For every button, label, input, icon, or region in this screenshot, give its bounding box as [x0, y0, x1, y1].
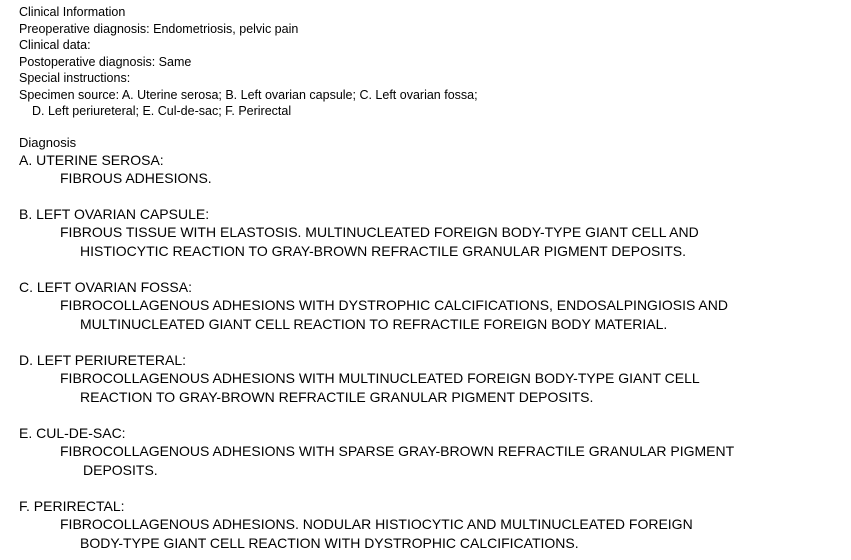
diagnosis-line: FIBROCOLLAGENOUS ADHESIONS WITH SPARSE GRAY-BROWN REFRACTILE GRANULAR PIGMENT	[60, 443, 735, 459]
specimen-source: Specimen source: A. Uterine serosa; B. Left ovarian capsule; C. Left ovarian fossa;	[19, 87, 478, 102]
diagnosis-item-title: C. LEFT OVARIAN FOSSA:	[19, 279, 192, 295]
diagnosis-item-a	[19, 151, 851, 188]
postoperative-diagnosis: Postoperative diagnosis: Same	[19, 54, 192, 69]
diagnosis-section	[19, 134, 851, 553]
diagnosis-line: DEPOSITS.	[83, 461, 158, 478]
diagnosis-line: FIBROCOLLAGENOUS ADHESIONS WITH DYSTROPHIC CALCIFICATIONS, ENDOSALPINGIOSIS AND	[60, 297, 728, 313]
diagnosis-item-text	[19, 223, 851, 260]
diagnosis-line: REACTION TO GRAY-BROWN REFRACTILE GRANULAR PIGMENT DEPOSITS.	[80, 388, 594, 405]
preoperative-diagnosis: Preoperative diagnosis: Endometriosis, pelvic pain	[19, 21, 299, 36]
diagnosis-item-d	[19, 351, 851, 406]
clinical-information-section	[19, 4, 851, 120]
diagnosis-item-text	[19, 515, 851, 552]
diagnosis-item-title: A. UTERINE SEROSA:	[19, 151, 164, 168]
diagnosis-item-title: B. LEFT OVARIAN CAPSULE:	[19, 206, 210, 222]
diagnosis-item-b	[19, 205, 851, 260]
specimen-source-continued: D. Left periureteral; E. Cul-de-sac; F. Perirectal	[32, 104, 292, 118]
diagnosis-line: FIBROCOLLAGENOUS ADHESIONS. NODULAR HISTIOCYTIC AND MULTINUCLEATED FOREIGN	[60, 516, 693, 532]
diagnosis-line: BODY-TYPE GIANT CELL REACTION WITH DYSTROPHIC CALCIFICATIONS.	[80, 534, 579, 551]
diagnosis-item-f	[19, 497, 851, 552]
diagnosis-item-c	[19, 278, 851, 333]
clinical-data: Clinical data:	[19, 38, 91, 52]
diagnosis-item-title: F. PERIRECTAL:	[19, 498, 125, 514]
diagnosis-item-text	[19, 442, 851, 479]
diagnosis-item-title: E. CUL-DE-SAC:	[19, 425, 126, 441]
diagnosis-heading: Diagnosis	[19, 134, 77, 150]
diagnosis-item-text	[19, 369, 851, 406]
diagnosis-line: HISTIOCYTIC REACTION TO GRAY-BROWN REFRACTILE GRANULAR PIGMENT DEPOSITS.	[80, 242, 686, 259]
clinical-info-heading: Clinical Information	[19, 5, 126, 19]
special-instructions: Special instructions:	[19, 71, 131, 85]
diagnosis-line: MULTINUCLEATED GIANT CELL REACTION TO REFRACTILE FOREIGN BODY MATERIAL.	[80, 315, 668, 332]
diagnosis-line: FIBROCOLLAGENOUS ADHESIONS WITH MULTINUCLEATED FOREIGN BODY-TYPE GIANT CELL	[60, 370, 700, 386]
pathology-report	[19, 4, 851, 552]
diagnosis-item-text	[19, 169, 851, 188]
diagnosis-item-e	[19, 424, 851, 479]
diagnosis-item-title: D. LEFT PERIURETERAL:	[19, 352, 187, 368]
diagnosis-item-text	[19, 296, 851, 333]
diagnosis-line: FIBROUS TISSUE WITH ELASTOSIS. MULTINUCLEATED FOREIGN BODY-TYPE GIANT CELL AND	[60, 224, 699, 240]
diagnosis-line: FIBROUS ADHESIONS.	[60, 169, 212, 186]
